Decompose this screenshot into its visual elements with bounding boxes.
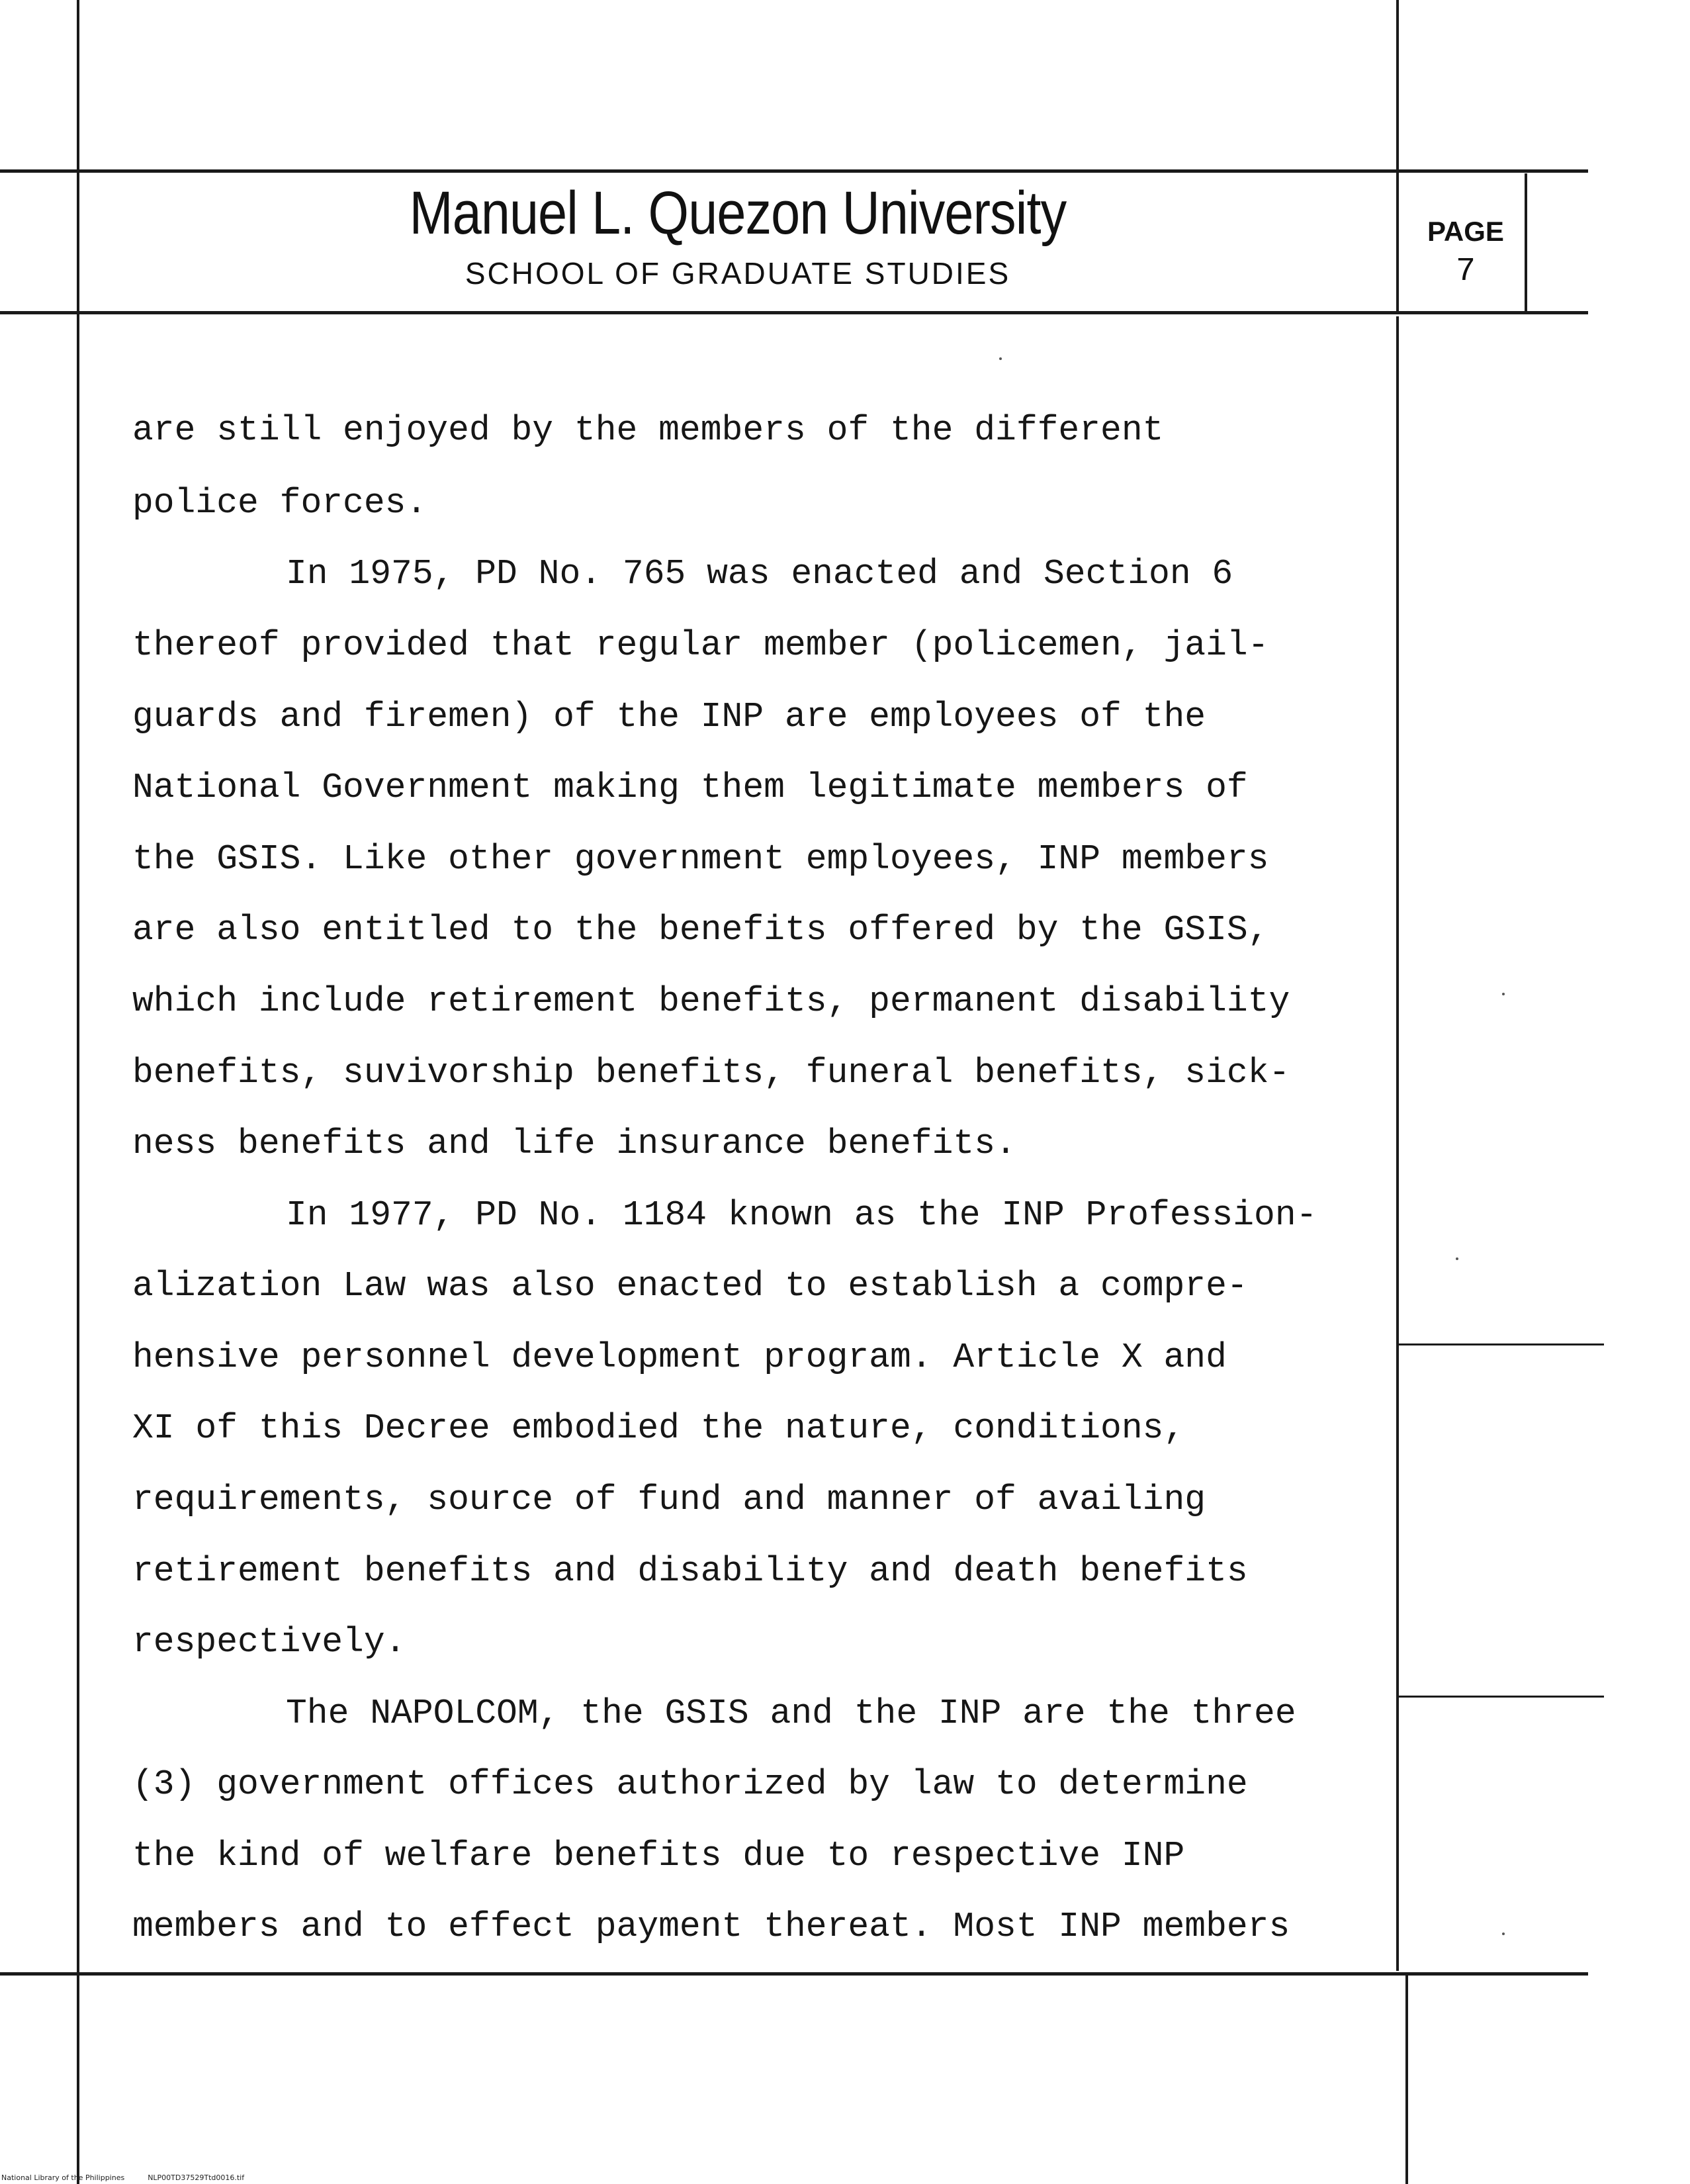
text-line: alization Law was also enacted to establish a compre- [132, 1266, 1248, 1306]
text-line: guards and firemen) of the INP are employees of the [132, 697, 1206, 737]
text-line: the kind of welfare benefits due to respective INP [132, 1836, 1185, 1876]
library-credit: National Library of the Philippines [1, 2173, 125, 2182]
school-name: SCHOOL OF GRADUATE STUDIES [465, 256, 1011, 291]
text-line: retirement benefits and disability and death benefits [132, 1551, 1248, 1591]
text-line: respectively. [132, 1622, 406, 1662]
right-vertical-rule-body [1396, 316, 1399, 1971]
text-line: requirements, source of fund and manner of availing [132, 1480, 1206, 1520]
scan-source-footer [1, 2173, 244, 2183]
scan-speck [999, 357, 1002, 360]
header-bottom-rule [0, 311, 1588, 314]
university-name: Manuel L. Quezon University [409, 179, 1067, 247]
scan-speck [1502, 1933, 1505, 1935]
header-top-rule [0, 169, 1588, 173]
text-line: In 1975, PD No. 765 was enacted and Section 6 [286, 554, 1233, 594]
text-line: benefits, suvivorship benefits, funeral benefits, sick- [132, 1053, 1290, 1093]
text-line: the GSIS. Like other government employees, INP members [132, 839, 1269, 879]
text-line: are still enjoyed by the members of the different [132, 410, 1164, 450]
footer-top-rule [0, 1972, 1588, 1976]
margin-mark-rule-2 [1399, 1696, 1604, 1698]
text-line: are also entitled to the benefits offered by the GSIS, [132, 910, 1269, 950]
right-vertical-rule-top [1396, 0, 1399, 311]
page-label: PAGE [1427, 216, 1504, 247]
text-line: police forces. [132, 483, 427, 523]
scan-speck [1502, 993, 1505, 995]
margin-mark-rule-1 [1399, 1343, 1604, 1345]
text-line: members and to effect payment thereat. Most INP members [132, 1907, 1290, 1946]
text-line: ness benefits and life insurance benefits. [132, 1124, 1016, 1163]
text-line: National Government making them legitimate members of [132, 768, 1248, 807]
text-line: The NAPOLCOM, the GSIS and the INP are the three [286, 1694, 1296, 1733]
text-line: hensive personnel development program. Article X and [132, 1338, 1227, 1377]
right-vertical-rule-bottom [1405, 1972, 1408, 2184]
text-line: which include retirement benefits, permanent disability [132, 981, 1290, 1021]
left-vertical-rule [77, 0, 79, 2184]
page-number: 7 [1455, 253, 1476, 291]
scan-file-id: NLP00TD37529Ttd0016.tif [148, 2173, 245, 2182]
scan-speck [1456, 1257, 1458, 1260]
text-line: (3) government offices authorized by law to determine [132, 1764, 1248, 1804]
text-line: XI of this Decree embodied the nature, conditions, [132, 1408, 1185, 1448]
text-line: thereof provided that regular member (policemen, jail- [132, 625, 1269, 665]
text-line: In 1977, PD No. 1184 known as the INP Profession- [286, 1195, 1317, 1235]
